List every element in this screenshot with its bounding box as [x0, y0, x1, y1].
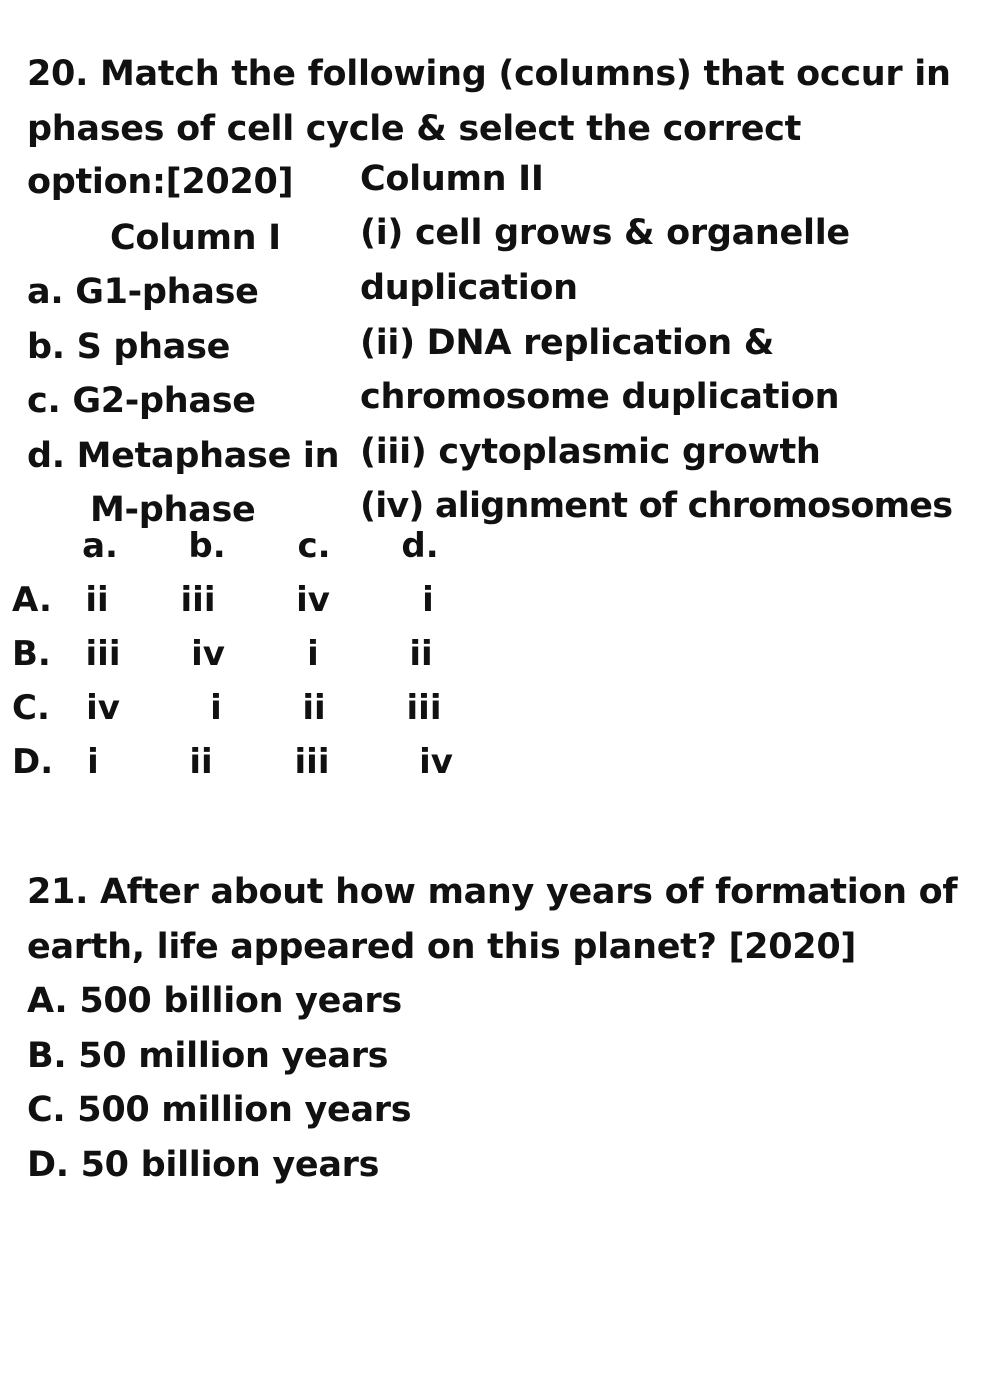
- q21-option-a: A. 500 billion years: [27, 981, 402, 1021]
- q20-stem-line-2: phases of cell cycle & select the correct: [27, 109, 802, 149]
- column-1-item-d: d. Metaphase in: [27, 436, 340, 476]
- options-header-d: d.: [401, 526, 439, 566]
- option-c-letter: C.: [12, 688, 50, 728]
- q20-stem-line-1: 20. Match the following (columns) that occur in: [27, 54, 951, 94]
- column-2-header: Column II: [360, 159, 544, 199]
- option-d-col-b: ii: [189, 742, 213, 782]
- option-a-col-b: iii: [180, 580, 216, 620]
- column-2-item-iv: (iv) alignment of chromosomes: [360, 486, 953, 526]
- column-2-item-iii: (iii) cytoplasmic growth: [360, 432, 821, 472]
- option-d-letter: D.: [12, 742, 54, 782]
- column-1-item-a: a. G1-phase: [27, 272, 259, 312]
- q20-stem-line-3: option:[2020]: [27, 162, 294, 202]
- option-a-col-d: i: [422, 580, 434, 620]
- option-a-col-c: iv: [296, 580, 330, 620]
- options-header-a: a.: [82, 526, 118, 566]
- option-c-col-d: iii: [406, 688, 442, 728]
- q21-option-c: C. 500 million years: [27, 1090, 412, 1130]
- option-b-col-d: ii: [409, 634, 433, 674]
- column-1-item-d-cont: M-phase: [90, 490, 256, 530]
- options-header-c: c.: [297, 526, 331, 566]
- q21-stem-line-1: 21. After about how many years of formation of: [27, 872, 958, 912]
- column-2-item-ii: (ii) DNA replication &: [360, 323, 774, 363]
- options-header-b: b.: [188, 526, 226, 566]
- option-d-col-c: iii: [294, 742, 330, 782]
- option-b-col-c: i: [307, 634, 319, 674]
- column-2-item-i-cont: duplication: [360, 268, 578, 308]
- option-b-letter: B.: [12, 634, 51, 674]
- column-1-header: Column I: [110, 218, 281, 258]
- option-d-col-a: i: [87, 742, 99, 782]
- option-a-letter: A.: [12, 580, 52, 620]
- option-c-col-b: i: [210, 688, 222, 728]
- q21-stem-line-2: earth, life appeared on this planet? [2020]: [27, 927, 857, 967]
- q21-option-b: B. 50 million years: [27, 1036, 389, 1076]
- column-2-item-i: (i) cell grows & organelle: [360, 213, 850, 253]
- column-1-item-c: c. G2-phase: [27, 381, 256, 421]
- option-c-col-c: ii: [302, 688, 326, 728]
- q21-option-d: D. 50 billion years: [27, 1145, 380, 1185]
- column-2-item-ii-cont: chromosome duplication: [360, 377, 840, 417]
- option-b-col-a: iii: [85, 634, 121, 674]
- column-1-item-b: b. S phase: [27, 327, 231, 367]
- option-b-col-b: iv: [191, 634, 225, 674]
- option-a-col-a: ii: [85, 580, 109, 620]
- option-d-col-d: iv: [419, 742, 453, 782]
- option-c-col-a: iv: [86, 688, 120, 728]
